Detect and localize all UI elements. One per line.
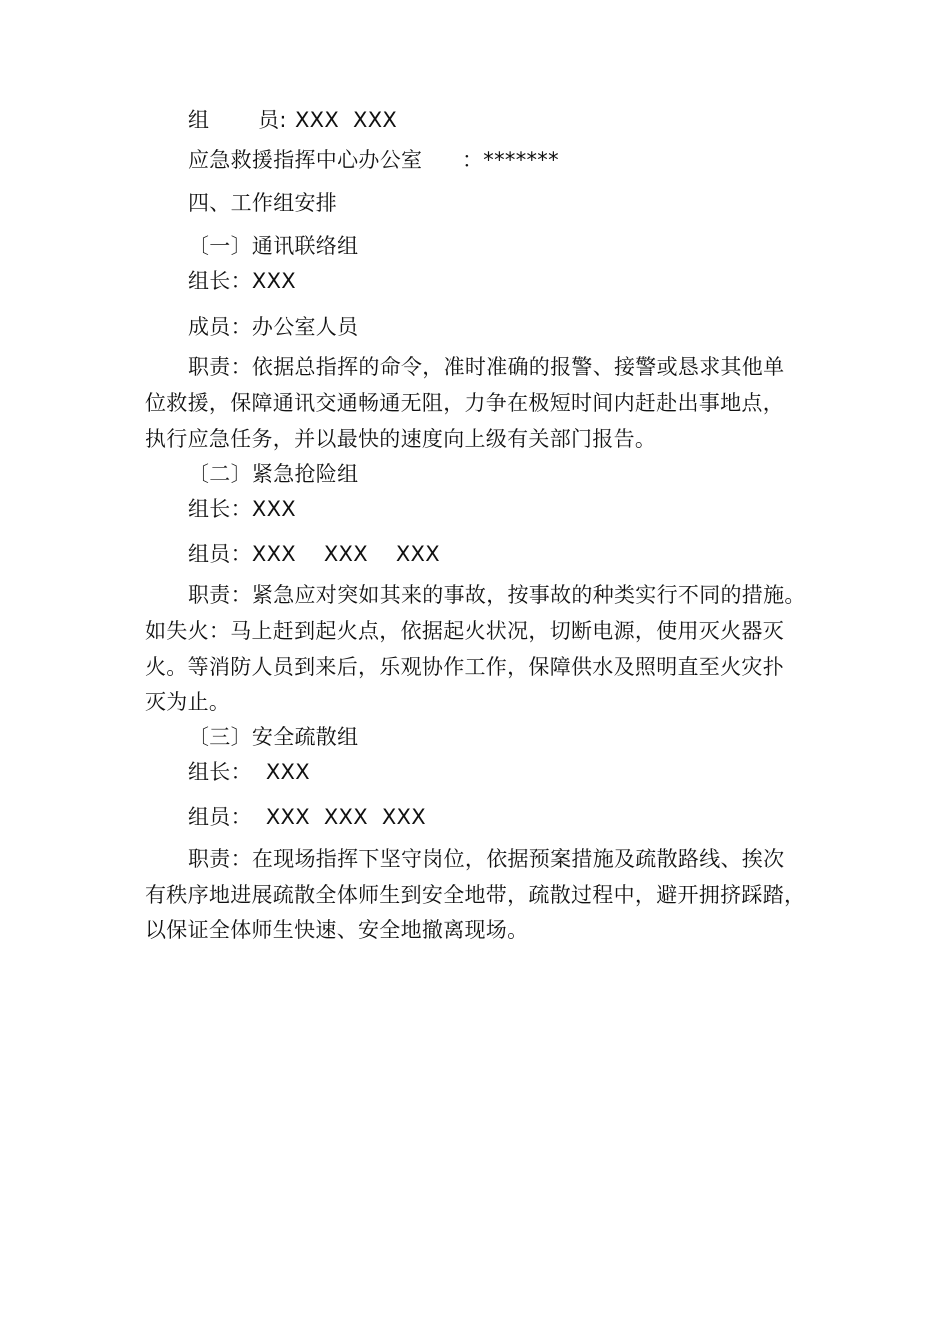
group1-leader: 组长：XXX — [188, 269, 296, 293]
header-members-label: 组 员: — [188, 108, 287, 132]
group1-duty-line: 位救援，保障通讯交通畅通无阻，力争在极短时间内赶赴出事地点， — [145, 391, 784, 415]
group1-duty-line: 执行应急任务，并以最快的速度向上级有关部门报告。 — [145, 427, 657, 451]
group1-members: 成员：办公室人员 — [188, 315, 359, 339]
group2-leader: 组长：XXX — [188, 497, 296, 521]
office-value: ：******* — [462, 148, 559, 172]
group1-duty-line: 职责：依据总指挥的命令，准时准确的报警、接警或恳求其他单 — [188, 355, 785, 379]
group3-duty-line: 以保证全体师生快速、安全地撤离现场。 — [145, 918, 529, 942]
group3-members: 组员： XXX XXX XXX — [188, 805, 426, 829]
group2-title: 〔二〕紧急抢险组 — [188, 462, 359, 486]
section-title: 四、工作组安排 — [188, 191, 338, 215]
header-members-value: XXX XXX — [295, 108, 398, 132]
group2-duty-line: 火。等消防人员到来后，乐观协作工作，保障供水及照明直至火灾扑 — [145, 655, 784, 679]
group1-title: 〔一〕通讯联络组 — [188, 234, 359, 258]
group2-duty-line: 职责：紧急应对突如其来的事故，按事故的种类实行不同的措施。 — [188, 583, 806, 607]
group2-duty-line: 如失火：马上赶到起火点，依据起火状况，切断电源，使用灭火器灭 — [145, 619, 784, 643]
group3-duty-line: 职责：在现场指挥下坚守岗位，依据预案措施及疏散路线、挨次 — [188, 847, 785, 871]
group3-leader: 组长： XXX — [188, 760, 310, 784]
office-label: 应急救援指挥中心办公室 — [188, 148, 423, 172]
group3-title: 〔三〕安全疏散组 — [188, 725, 359, 749]
group2-members: 组员：XXX XXX XXX — [188, 542, 440, 566]
group2-duty-line: 灭为止。 — [145, 690, 231, 714]
group3-duty-line: 有秩序地进展疏散全体师生到安全地带，疏散过程中，避开拥挤踩踏， — [145, 883, 806, 907]
